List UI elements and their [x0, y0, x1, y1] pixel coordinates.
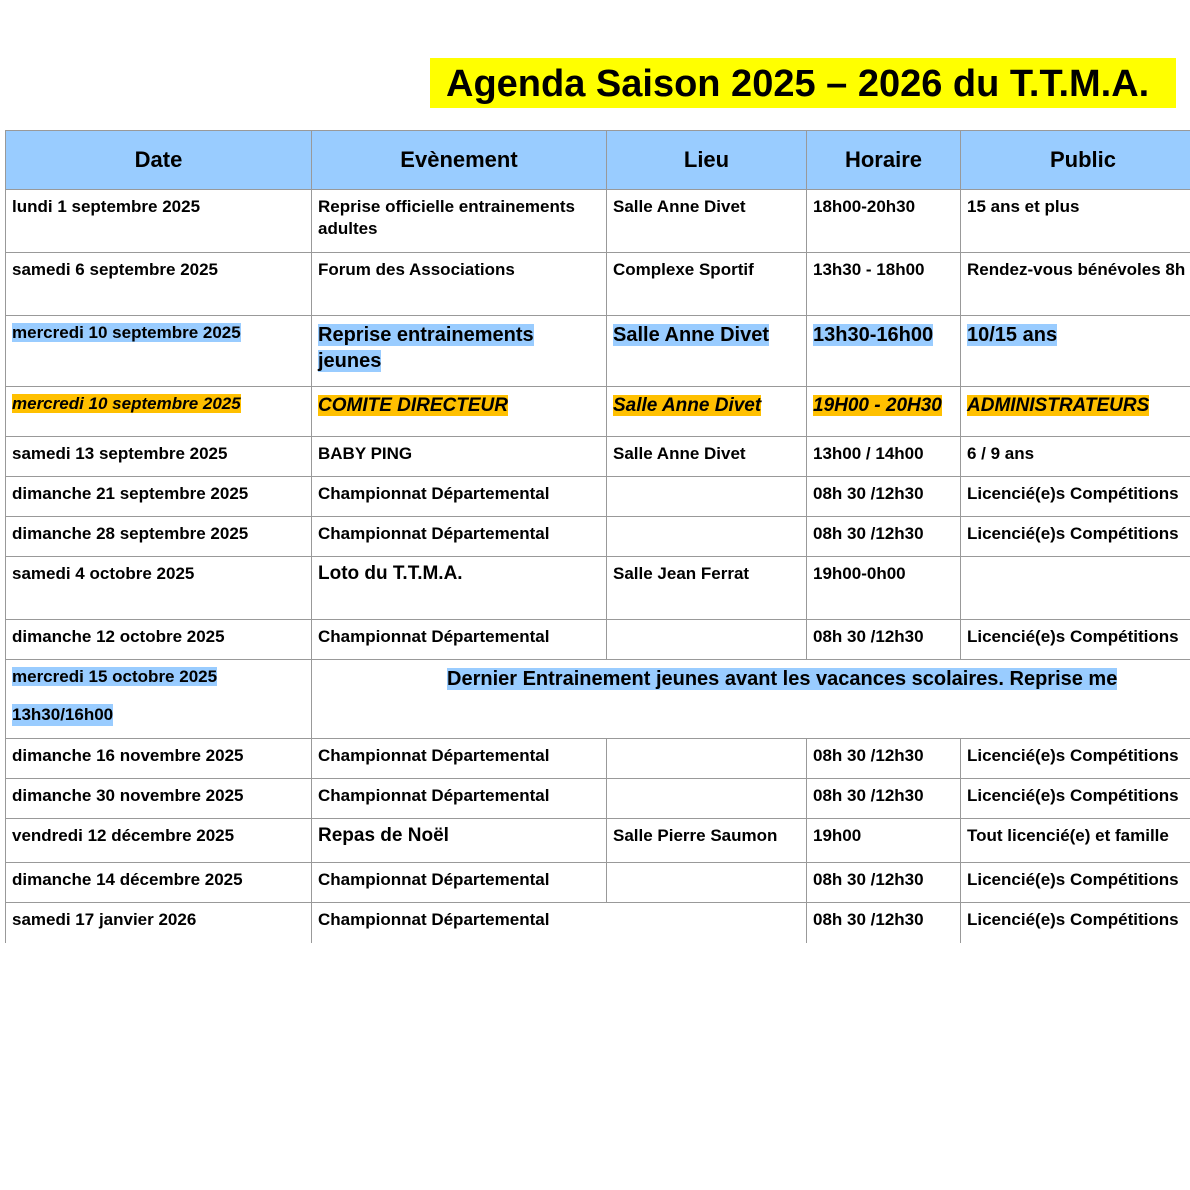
- cell-event-text: Dernier Entrainement jeunes avant les vacances scolaires. Reprise me: [447, 668, 1118, 690]
- table-row: [6, 190, 1190, 253]
- cell-time: 08h 30 /12h30: [807, 863, 961, 903]
- cell-time: 13h00 / 14h00: [807, 437, 961, 477]
- cell-public: [961, 387, 1190, 437]
- cell-event: Championnat Départemental: [312, 620, 607, 660]
- cell-time-text: 19H00 - 20H30: [813, 395, 942, 416]
- cell-public: Tout licencié(e) et famille: [961, 819, 1190, 863]
- cell-date: samedi 4 octobre 2025: [6, 557, 312, 620]
- cell-time: 19h00: [807, 819, 961, 863]
- cell-date: dimanche 16 novembre 2025: [6, 739, 312, 779]
- cell-time: 08h 30 /12h30: [807, 779, 961, 819]
- cell-event: Championnat Départemental: [312, 477, 607, 517]
- cell-date: dimanche 12 octobre 2025: [6, 620, 312, 660]
- cell-time-text: 13h30-16h00: [813, 324, 934, 346]
- cell-date: dimanche 28 septembre 2025: [6, 517, 312, 557]
- cell-event: [312, 387, 607, 437]
- table-row: [6, 387, 1190, 437]
- table-row: [6, 517, 1190, 557]
- table-row: [6, 660, 1190, 739]
- cell-date: [6, 387, 312, 437]
- cell-place: [607, 779, 807, 819]
- table-row: [6, 903, 1190, 943]
- cell-time: 08h 30 /12h30: [807, 477, 961, 517]
- table-row: [6, 739, 1190, 779]
- cell-event: [312, 316, 607, 387]
- cell-place: [607, 517, 807, 557]
- header-date: Date: [6, 131, 312, 190]
- cell-public: [961, 316, 1190, 387]
- header-public: Public: [961, 131, 1190, 190]
- cell-public: Licencié(e)s Compétitions: [961, 739, 1190, 779]
- table-row: [6, 819, 1190, 863]
- cell-time: [807, 316, 961, 387]
- cell-public-text: 10/15 ans: [967, 324, 1058, 346]
- table-row: [6, 557, 1190, 620]
- cell-time: 08h 30 /12h30: [807, 620, 961, 660]
- cell-public: Licencié(e)s Compétitions: [961, 863, 1190, 903]
- cell-place: Complexe Sportif: [607, 253, 807, 316]
- cell-event: Loto du T.T.M.A.: [312, 557, 607, 620]
- table-row: [6, 437, 1190, 477]
- cell-date-text: mercredi 10 septembre 2025: [12, 323, 241, 342]
- cell-time: 08h 30 /12h30: [807, 517, 961, 557]
- cell-date: vendredi 12 décembre 2025: [6, 819, 312, 863]
- cell-event: Repas de Noël: [312, 819, 607, 863]
- cell-public: Licencié(e)s Compétitions: [961, 903, 1190, 943]
- cell-date: dimanche 14 décembre 2025: [6, 863, 312, 903]
- cell-public: 15 ans et plus: [961, 190, 1190, 253]
- cell-event: Championnat Départemental: [312, 903, 607, 943]
- cell-event: Championnat Départemental: [312, 779, 607, 819]
- cell-event: Championnat Départemental: [312, 739, 607, 779]
- cell-public: Licencié(e)s Compétitions: [961, 779, 1190, 819]
- cell-date: dimanche 21 septembre 2025: [6, 477, 312, 517]
- cell-event: Forum des Associations: [312, 253, 607, 316]
- table-row: [6, 316, 1190, 387]
- cell-date-text: mercredi 10 septembre 2025: [12, 394, 241, 413]
- cell-date: [6, 316, 312, 387]
- cell-date-text: mercredi 15 octobre 2025: [12, 667, 218, 686]
- cell-public: 6 / 9 ans: [961, 437, 1190, 477]
- header-place: Lieu: [607, 131, 807, 190]
- cell-place: [607, 316, 807, 387]
- cell-date: dimanche 30 novembre 2025: [6, 779, 312, 819]
- table-row: [6, 477, 1190, 517]
- cell-place: Salle Pierre Saumon: [607, 819, 807, 863]
- cell-date: lundi 1 septembre 2025: [6, 190, 312, 253]
- table-header-row: [6, 131, 1190, 190]
- cell-place: [607, 903, 807, 943]
- cell-event-merged: [312, 660, 1190, 739]
- cell-time: 08h 30 /12h30: [807, 903, 961, 943]
- cell-public: Licencié(e)s Compétitions: [961, 620, 1190, 660]
- cell-place: Salle Anne Divet: [607, 437, 807, 477]
- cell-public-text: ADMINISTRATEURS: [967, 395, 1150, 416]
- agenda-table: [5, 130, 1190, 943]
- cell-place-text: Salle Anne Divet: [613, 324, 769, 346]
- cell-place: [607, 387, 807, 437]
- table-row: [6, 779, 1190, 819]
- cell-time: 18h00-20h30: [807, 190, 961, 253]
- cell-place: [607, 739, 807, 779]
- cell-time-text: 13h30/16h00: [12, 705, 114, 724]
- cell-event-text: COMITE DIRECTEUR: [318, 395, 508, 416]
- cell-event: Championnat Départemental: [312, 517, 607, 557]
- table-row: [6, 253, 1190, 316]
- header-time: Horaire: [807, 131, 961, 190]
- page-title: Agenda Saison 2025 – 2026 du T.T.M.A.: [446, 63, 1150, 105]
- cell-date: samedi 17 janvier 2026: [6, 903, 312, 943]
- cell-place: Salle Anne Divet: [607, 190, 807, 253]
- cell-public: Licencié(e)s Compétitions: [961, 477, 1190, 517]
- cell-public: [961, 557, 1190, 620]
- cell-time: [807, 387, 961, 437]
- cell-public: Rendez-vous bénévoles 8h: [961, 253, 1190, 316]
- cell-event-text: Reprise entrainements jeunes: [318, 324, 534, 372]
- cell-time: 13h30 - 18h00: [807, 253, 961, 316]
- cell-place: [607, 477, 807, 517]
- cell-place: [607, 863, 807, 903]
- cell-place: [607, 620, 807, 660]
- cell-date: samedi 6 septembre 2025: [6, 253, 312, 316]
- cell-place: Salle Jean Ferrat: [607, 557, 807, 620]
- cell-event: BABY PING: [312, 437, 607, 477]
- cell-date: [6, 660, 312, 739]
- cell-place-text: Salle Anne Divet: [613, 395, 762, 416]
- cell-time: 08h 30 /12h30: [807, 739, 961, 779]
- table-row: [6, 620, 1190, 660]
- cell-event: Reprise officielle entrainements adultes: [312, 190, 607, 253]
- cell-time: 19h00-0h00: [807, 557, 961, 620]
- cell-date: samedi 13 septembre 2025: [6, 437, 312, 477]
- table-row: [6, 863, 1190, 903]
- cell-public: Licencié(e)s Compétitions: [961, 517, 1190, 557]
- cell-event: Championnat Départemental: [312, 863, 607, 903]
- header-event: Evènement: [312, 131, 607, 190]
